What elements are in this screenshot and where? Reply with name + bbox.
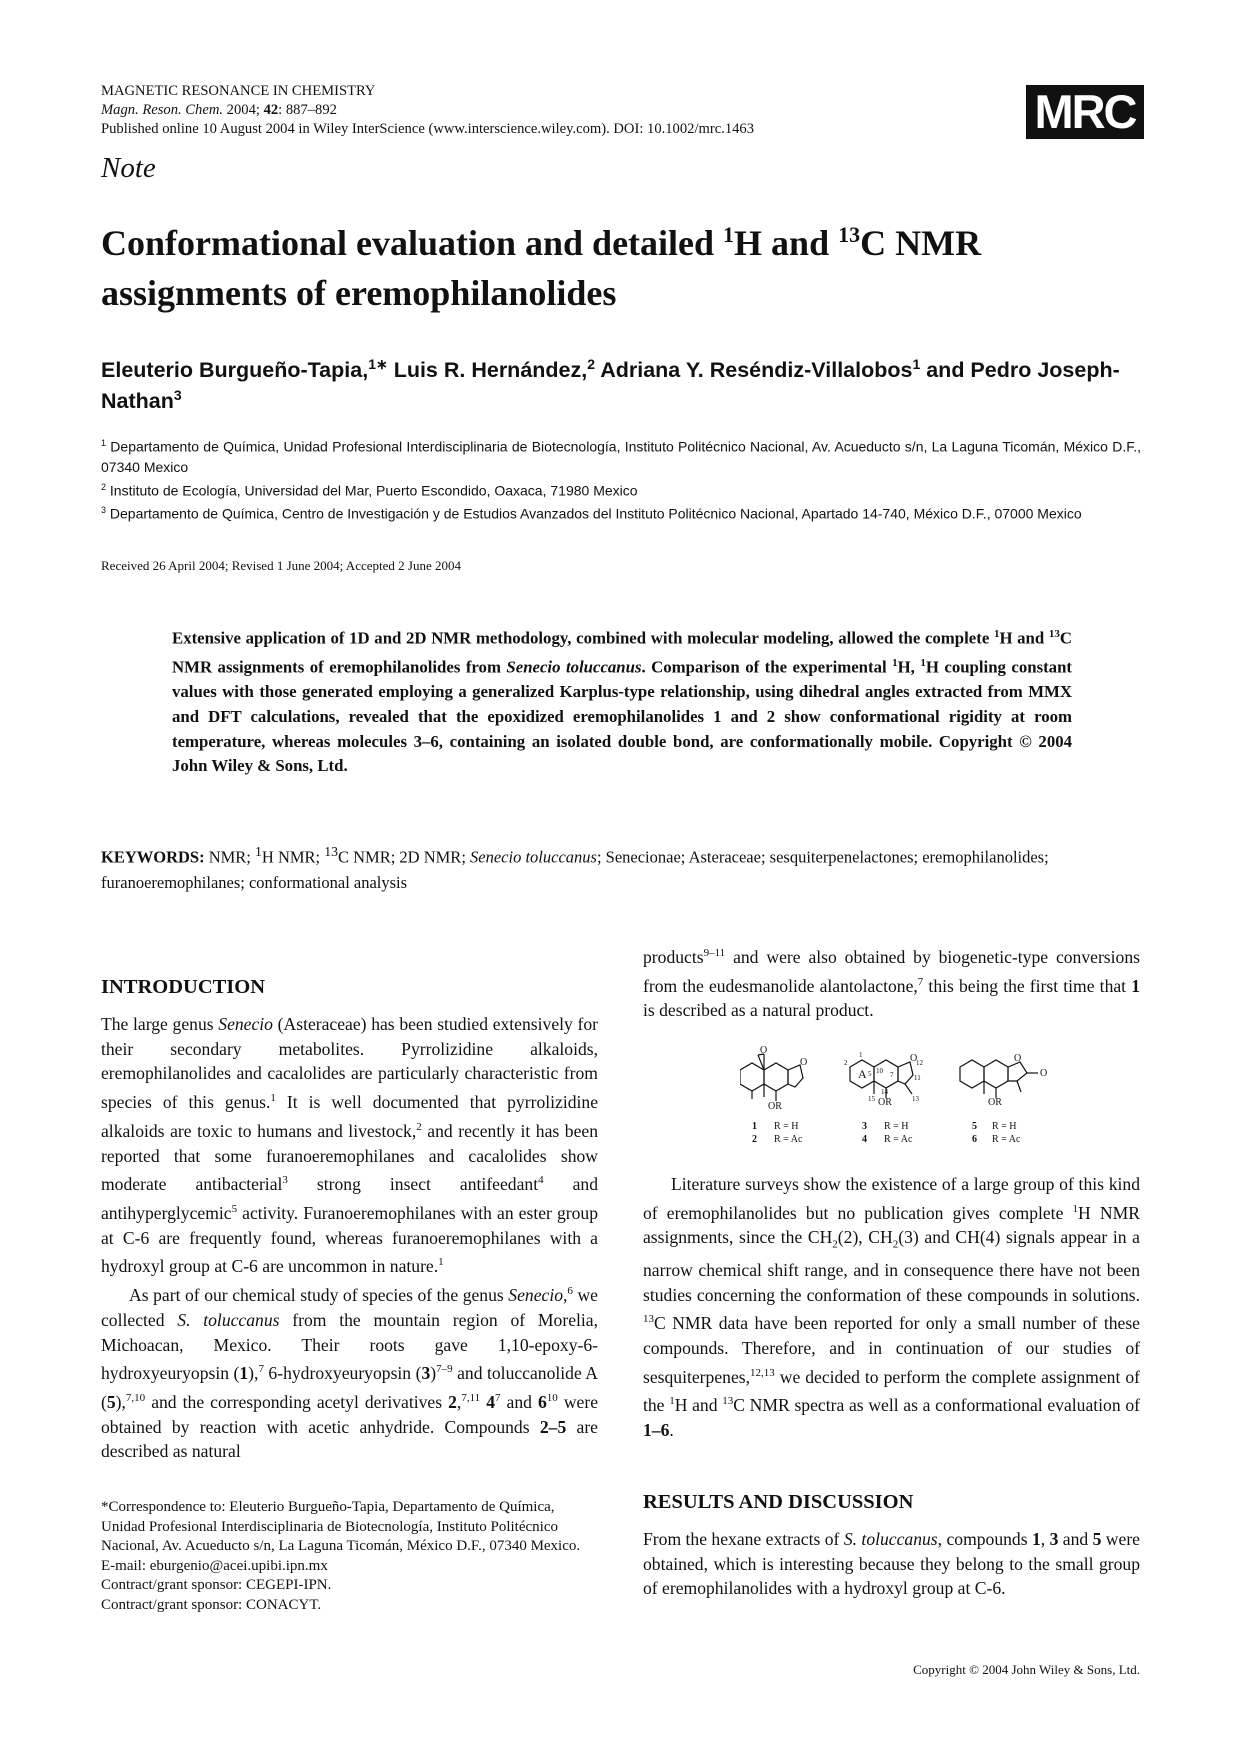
- article-title: Conformational evaluation and detailed $^1$H and $^{13}$C NMR assignments of eremophilanolides: [101, 222, 982, 313]
- author: and Pedro Joseph-Nathan: [101, 358, 1120, 413]
- author: Adriana Y. Reséndiz-Villalobos: [595, 358, 913, 382]
- publication-info: Published online 10 August 2004 in Wiley InterScience (www.interscience.wiley.com). DOI: 10.1002/mrc.1463: [101, 121, 755, 137]
- svg-text:2: 2: [752, 1134, 757, 1145]
- svg-text:11: 11: [914, 1074, 921, 1082]
- or-label: OR: [988, 1097, 1002, 1108]
- ring: [740, 1063, 764, 1091]
- epoxide-o-label: O: [760, 1045, 768, 1056]
- section-heading-introduction: INTRODUCTION: [101, 976, 266, 998]
- svg-text:7: 7: [890, 1071, 894, 1079]
- svg-text:13: 13: [912, 1095, 919, 1103]
- abstract: Extensive application of 1D and 2D NMR methodology, combined with molecular modeling, allowed the complete $^1$H and $^{13}$C NMR assignments of eremophilanolides from Senecio toluccanus. Comparison of the experimental $^1$H, $^1$H coupling constant values with those generated employing a generalized Karplus-type relationship, using dihedral angles extracted from MMX and DFT calculations, revealed that the epoxidized eremophilanolides 1 and 2 show conformational rigidity at room temperature, whereas molecules 3–6, containing an isolated double bond, are conformationally mobile. Copyright © 2004 John Wiley & Sons, Ltd.: [172, 628, 1072, 776]
- journal-name: MAGNETIC RESONANCE IN CHEMISTRY: [101, 83, 376, 99]
- affiliations: [101, 433, 1141, 524]
- svg-text:4: 4: [862, 1134, 867, 1145]
- author-list: Eleuterio Burgueño-Tapia,$^{1∗}$ Luis R. Hernández,$^2$ Adriana Y. Reséndiz-Villalobos$^1$ and Pedro Joseph-Nathan$^3$: [101, 355, 1120, 413]
- ring-a-label: A: [858, 1067, 867, 1081]
- svg-text:6: 6: [972, 1134, 977, 1145]
- ring: [764, 1063, 788, 1091]
- svg-text:12: 12: [916, 1059, 923, 1067]
- bond: [1017, 1081, 1021, 1092]
- furan-o-label: O: [800, 1057, 808, 1068]
- svg-text:R = H: R = H: [884, 1121, 909, 1132]
- keywords-label: KEYWORDS:: [101, 847, 205, 867]
- svg-text:3: 3: [862, 1121, 867, 1132]
- ring: [1008, 1062, 1027, 1081]
- paragraph: From the hexane extracts of S. toluccanus, compounds 1, 3 and 5 were obtained, which is interesting because they belong to the small group of eremophilanolides with a hydroxyl group at C-6.: [643, 1528, 1140, 1599]
- furan-o-label: O: [910, 1053, 918, 1064]
- journal-logo: MRC: [1026, 85, 1144, 139]
- svg-text:10: 10: [876, 1067, 883, 1075]
- structures-figure: [740, 1045, 1060, 1150]
- right-column-top: [643, 941, 1140, 1023]
- bond: [905, 1084, 912, 1094]
- citation: Magn. Reson. Chem. 2004; 42: 887–892: [101, 102, 337, 118]
- paragraph: products$^{9-11}$ and were also obtained by biogenetic-type conversions from the eudesmanolide alantolactone,$^7$ this being the first time that 1 is described as a natural product.: [643, 946, 1140, 1021]
- author: Luis R. Hernández,: [387, 358, 588, 382]
- or-label: OR: [768, 1101, 782, 1112]
- paragraph: The large genus Senecio (Asteraceae) has been studied extensively for their secondary metabolites. Pyrrolizidine alkaloids, eremophilanolides and cacalolides are particularly characteristic from species of this genus.$^1$ It is well documented that pyrrolizidine alkaloids are toxic to humans and livestock,$^2$ and recently it has been reported that some furanoeremophilanes and cacalolides show moderate antibacterial$^3$ strong insect antifeedant$^4$ and antihyperglycemic$^5$ activity. Furanoeremophilanes with an ester group at C-6 are frequently found, whereas furanoeremophilanes with a hydroxyl group at C-6 are uncommon in nature.$^1$: [101, 1013, 599, 1277]
- svg-text:5: 5: [972, 1121, 977, 1132]
- svg-text:2: 2: [844, 1059, 848, 1067]
- right-column-bottom: [643, 1490, 1140, 1601]
- journal-header: [101, 82, 754, 139]
- ring: [984, 1060, 1008, 1088]
- svg-text:1: 1: [752, 1121, 757, 1132]
- svg-text:15: 15: [868, 1095, 875, 1103]
- affiliation: $^2$ Instituto de Ecología, Universidad del Mar, Puerto Escondido, Oaxaca, 71980 Mexico: [101, 481, 638, 499]
- left-column: [101, 975, 598, 1464]
- or-label: OR: [878, 1097, 892, 1108]
- carbonyl-o-label: O: [1040, 1068, 1048, 1079]
- paragraph: Literature surveys show the existence of a large group of this kind of eremophilanolides but no publication gives complete $^1$H NMR assignments, since the $CH_2(2)$, $CH_2(3)$ and CH(4) signals appear in a narrow chemical shift range, and in consequence there have not been studies concerning the conformation of these compounds in solutions. $^{13}$C NMR data have been reported for only a small number of these compounds. Therefore, and in continuation of our studies of sesquiterpenes,$^{12,13}$ we decided to perform the complete assignment of the $^1$H and $^{13}$C NMR spectra as well as a conformational evaluation of 1–6.: [643, 1174, 1140, 1441]
- ring: [898, 1062, 913, 1084]
- lactone-o-label: O: [1014, 1053, 1022, 1064]
- article-type: Note: [101, 152, 156, 184]
- ring: [960, 1060, 984, 1088]
- affiliation: $^3$ Departamento de Química, Centro de Investigación y de Estudios Avanzados del Instituto Politécnico Nacional, Apartado 14-740, México D.F., 07000 Mexico: [101, 505, 1082, 522]
- keywords: KEYWORDS: NMR; $^1$H NMR; $^{13}$C NMR; 2D NMR; Senecio toluccanus; Senecionae; Asteraceae; sesquiterpenelactones; eremophilanolides; furanoeremophilanes; conformational analysis: [101, 844, 1049, 892]
- correspondence-footnote: *Correspondence to: Eleuterio Burgueño-Tapia, Departamento de Química, Unidad Profesional Interdisciplinaria de Biotecnología, Instituto Politécnico Nacional, Av. Acueducto s/n, La Laguna Ticomán, México D.F., 07340 Mexico. E-mail: eburgenio@acei.upibi.ipn.mx Contract/grant sponsor: CEGEPI-IPN. Contract/grant sponsor: CONACYT.: [101, 1499, 581, 1613]
- affiliation: $^1$ Departamento de Química, Unidad Profesional Interdisciplinaria de Biotecnología, Instituto Politécnico Nacional, Av. Acueducto s/n, La Laguna Ticomán, México D.F., 07340 Mexico: [101, 438, 1141, 475]
- svg-text:R = Ac: R = Ac: [884, 1134, 913, 1145]
- svg-text:14: 14: [881, 1088, 888, 1096]
- svg-text:R = Ac: R = Ac: [774, 1134, 803, 1145]
- author: Eleuterio Burgueño-Tapia,: [101, 358, 369, 382]
- section-heading-results: RESULTS AND DISCUSSION: [643, 1491, 914, 1513]
- ring: [788, 1065, 803, 1087]
- svg-text:R = H: R = H: [992, 1121, 1017, 1132]
- copyright-footer: Copyright © 2004 John Wiley & Sons, Ltd.: [913, 1662, 1140, 1677]
- paragraph: As part of our chemical study of species of the genus Senecio,$^6$ we collected S. toluccanus from the mountain region of Morelia, Michoacan, Mexico. Their roots gave 1,10-epoxy-6-hydroxyeuryopsin (1),$^7$ 6-hydroxyeuryopsin $(3)^{7-9}$ and toluccanolide A (5),$^{7,10}$ and the corresponding acetyl derivatives 2,$^{7,11}$ $4^7$ and $6^{10}$ were obtained by reaction with acetic anhydride. Compounds 2–5 are described as natural: [101, 1284, 599, 1462]
- svg-text:R = H: R = H: [774, 1121, 799, 1132]
- svg-text:R = Ac: R = Ac: [992, 1134, 1021, 1145]
- received-dates: Received 26 April 2004; Revised 1 June 2004; Accepted 2 June 2004: [101, 558, 461, 573]
- right-column-middle: [643, 1172, 1140, 1443]
- svg-text:5: 5: [868, 1070, 872, 1078]
- svg-text:1: 1: [859, 1051, 863, 1059]
